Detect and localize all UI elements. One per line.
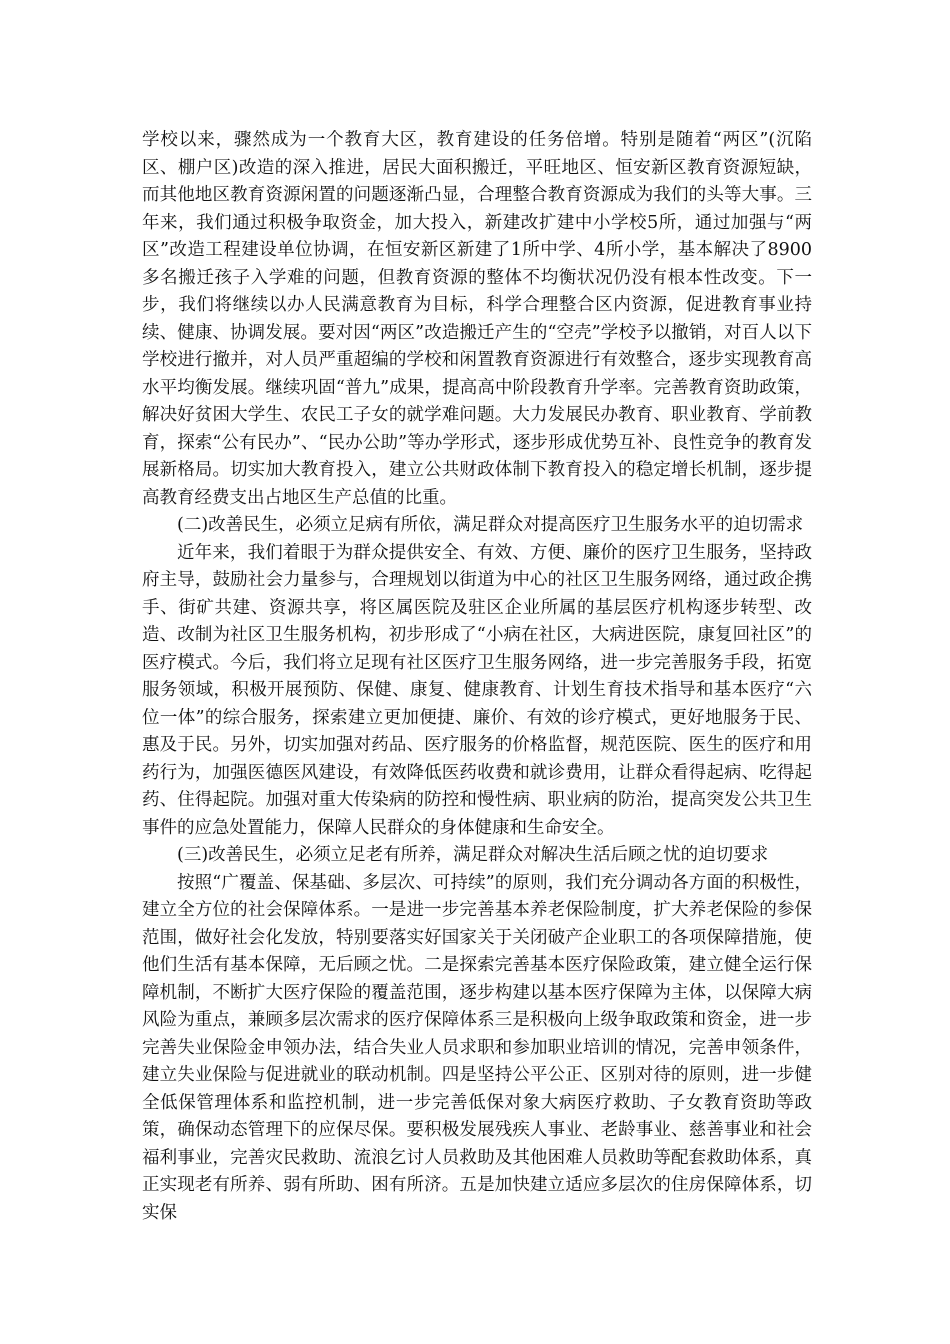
body-paragraph-medical: 近年来，我们着眼于为群众提供安全、有效、方便、廉价的医疗卫生服务，坚持政府主导，鼓励社会力量参与，合理规划以街道为中心的社区卫生服务网络，通过政企携手、街矿共建、资源共享，将区属医院及驻区企业所属的基层医疗机构逐步转型、改造、改制为社区卫生服务机构，初步形成了“小病在社区，大病进医院，康复回社区”的医疗模式。今后，我们将立足现有社区医疗卫生服务网络，进一步完善服务手段，拓宽服务领域，积极开展预防、保健、康复、健康教育、计划生育技术指导和基本医疗“六位一体”的综合服务，探索建立更加便捷、廉价、有效的诊疗模式，更好地服务于民、惠及于民。另外，切实加强对药品、医疗服务的价格监督，规范医院、医生的医疗和用药行为，加强医德医风建设，有效降低医药收费和就诊费用，让群众看得起病、吃得起药、住得起院。加强对重大传染病的防控和慢性病、职业病的防治，提高突发公共卫生事件的应急处置能力，保障人民群众的身体健康和生命安全。 (142, 542, 812, 838)
body-paragraph-social-security: 按照“广覆盖、保基础、多层次、可持续”的原则，我们充分调动各方面的积极性，建立全方位的社会保障体系。一是进一步完善基本养老保险制度，扩大养老保险的参保范围，做好社会化发放，特别要落实好国家关于关闭破产企业职工的各项保障措施，使他们生活有基本保障，无后顾之忧。二是探索完善基本医疗保险政策，建立健全运行保障机制，不断扩大医疗保险的覆盖范围，逐步构建以基本医疗保障为主体，以保障大病风险为重点，兼顾多层次需求的医疗保障体系三是积极向上级争取政策和资金，进一步完善失业保险金申领办法，结合失业人员求职和参加职业培训的情况，完善申领条件，建立失业保险与促进就业的联动机制。四是坚持公平公正、区别对待的原则，进一步健全低保管理体系和监控机制，进一步完善低保对象大病医疗救助、子女教育资助等政策，确保动态管理下的应保尽保。要积极发展残疾人事业、老龄事业、慈善事业和社会福利事业，完善灾民救助、流浪乞讨人员救助及其他困难人员救助等配套救助体系，真正实现老有所养、弱有所助、困有所济。五是加快建立适应多层次的住房保障体系，切实保 (142, 872, 812, 1223)
document-page (142, 127, 812, 1227)
section-heading-elderly-care: (三)改善民生，必须立足老有所养，满足群众对解决生活后顾之忧的迫切要求 (177, 845, 769, 865)
body-paragraph-education: 学校以来，骤然成为一个教育大区，教育建设的任务倍增。特别是随着“两区”(沉陷区、棚户区)改造的深入推进，居民大面积搬迁，平旺地区、恒安新区教育资源短缺，而其他地区教育资源闲置的问题逐渐凸显，合理整合教育资源成为我们的头等大事。三年来，我们通过积极争取资金，加大投入，新建改扩建中小学校5所，通过加强与“两区”改造工程建设单位协调，在恒安新区新建了1所中学、4所小学，基本解决了8900多名搬迁孩子入学难的问题，但教育资源的整体不均衡状况仍没有根本性改变。下一步，我们将继续以办人民满意教育为目标，科学合理整合区内资源，促进教育事业持续、健康、协调发展。要对因“两区”改造搬迁产生的“空壳”学校予以撤销，对百人以下学校进行撤并，对人员严重超编的学校和闲置教育资源进行有效整合，逐步实现教育高水平均衡发展。继续巩固“普九”成果，提高高中阶段教育升学率。完善教育资助政策，解决好贫困大学生、农民工子女的就学难问题。大力发展民办教育、职业教育、学前教育，探索“公有民办”、“民办公助”等办学形式，逐步形成优势互补、良性竞争的教育发展新格局。切实加大教育投入，建立公共财政体制下教育投入的稳定增长机制，逐步提高教育经费支出占地区生产总值的比重。 (142, 130, 812, 508)
section-heading-medical: (二)改善民生，必须立足病有所依，满足群众对提高医疗卫生服务水平的迫切需求 (177, 515, 804, 535)
